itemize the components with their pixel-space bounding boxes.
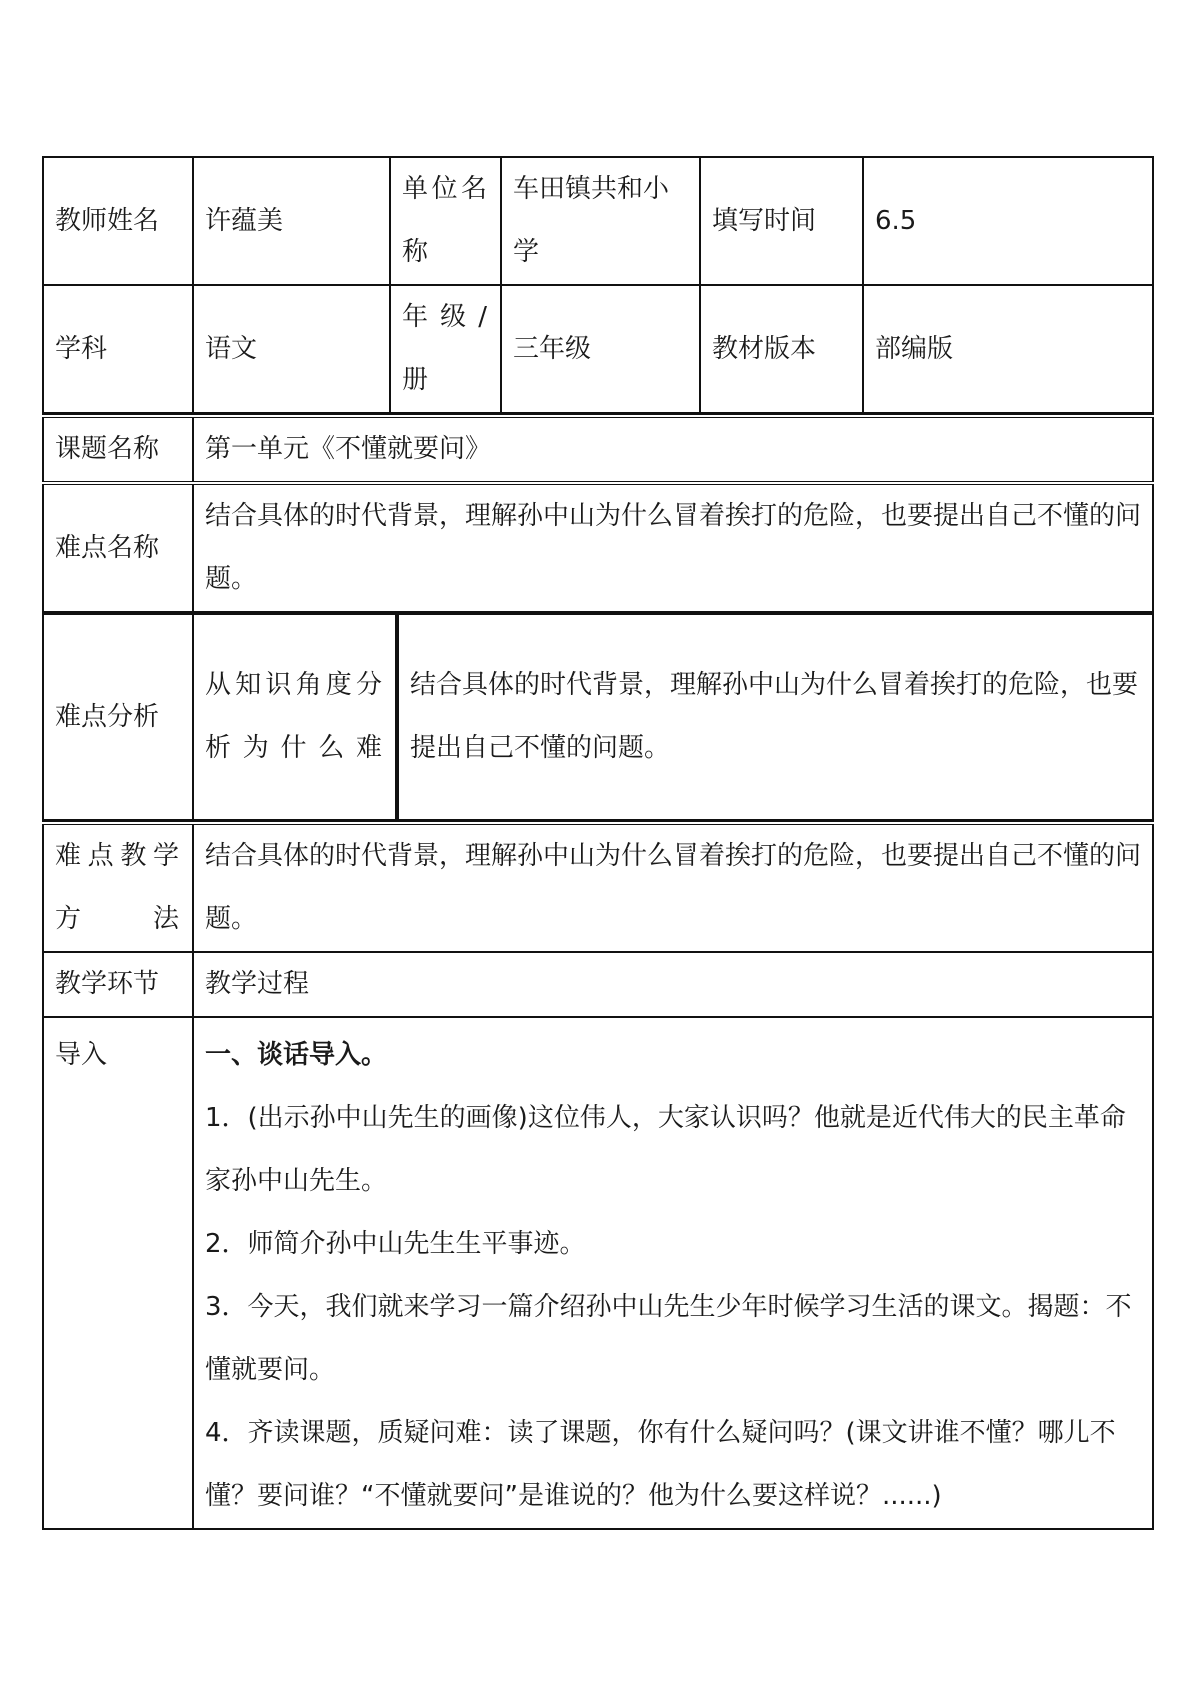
teacher-name-value: 许蕴美	[193, 157, 390, 285]
lesson-title-label: 课题名称	[43, 416, 193, 483]
method-row	[43, 823, 1153, 952]
info-row-2	[43, 285, 1153, 413]
title-row	[43, 416, 1153, 483]
analysis-value: 结合具体的时代背景，理解孙中山为什么冒着挨打的危险，也要提出自己不懂的问题。	[397, 614, 1153, 820]
analysis-table	[42, 613, 1154, 821]
method-table	[42, 821, 1154, 1530]
grade-value: 三年级	[501, 285, 700, 413]
analysis-sub-label: 从知识角度分析为什么难	[193, 614, 397, 820]
lesson-title-value: 第一单元《不懂就要问》	[193, 416, 1153, 483]
intro-item-4: 4．齐读课题，质疑问难：读了课题，你有什么疑问吗？(课文讲谁不懂？哪儿不懂？要问谁？“不懂就要问”是谁说的？他为什么要这样说？......)	[205, 1418, 1116, 1511]
method-value: 结合具体的时代背景，理解孙中山为什么冒着挨打的危险，也要提出自己不懂的问题。	[193, 823, 1153, 952]
stage-header-row	[43, 952, 1153, 1017]
intro-stage: 导入	[43, 1017, 193, 1529]
unit-name-value: 车田镇共和小学	[501, 157, 700, 285]
subject-label: 学科	[43, 285, 193, 413]
intro-row	[43, 1017, 1153, 1529]
subject-value: 语文	[193, 285, 390, 413]
lesson-plan-form	[42, 156, 1154, 1509]
fill-date-value: 6.5	[863, 157, 1153, 285]
fill-date-label: 填写时间	[700, 157, 863, 285]
grade-label: 年级/册	[390, 285, 501, 413]
edition-value: 部编版	[863, 285, 1153, 413]
method-label: 难点教学方法	[43, 823, 193, 952]
intro-process	[193, 1017, 1153, 1529]
unit-name-label: 单位名称	[390, 157, 501, 285]
difficulty-label: 难点名称	[43, 483, 193, 612]
analysis-label: 难点分析	[43, 614, 193, 820]
info-row-1	[43, 157, 1153, 285]
difficulty-value: 结合具体的时代背景，理解孙中山为什么冒着挨打的危险，也要提出自己不懂的问题。	[193, 483, 1153, 612]
intro-item-2: 2．师简介孙中山先生生平事迹。	[205, 1229, 586, 1259]
lesson-table	[42, 414, 1154, 613]
teacher-name-label: 教师姓名	[43, 157, 193, 285]
intro-item-3: 3．今天，我们就来学习一篇介绍孙中山先生少年时候学习生活的课文。揭题：不懂就要问。	[205, 1292, 1132, 1385]
edition-label: 教材版本	[700, 285, 863, 413]
info-table	[42, 156, 1154, 414]
difficulty-row	[43, 483, 1153, 612]
intro-item-1: 1．(出示孙中山先生的画像)这位伟人，大家认识吗？他就是近代伟大的民主革命家孙中山先生。	[205, 1103, 1126, 1196]
intro-heading: 一、谈话导入。	[205, 1040, 388, 1070]
stage-label: 教学环节	[43, 952, 193, 1017]
analysis-row	[43, 614, 1153, 820]
process-label: 教学过程	[193, 952, 1153, 1017]
